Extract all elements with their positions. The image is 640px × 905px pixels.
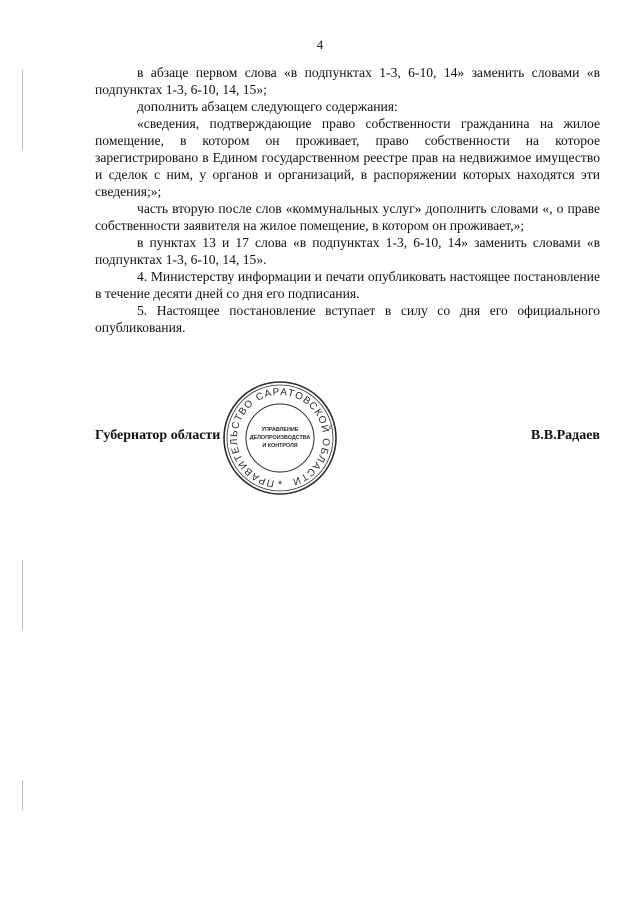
seal-center-line: И КОНТРОЛЯ [262, 443, 298, 449]
official-seal [220, 378, 340, 496]
seal-ring-text: ПРАВИТЕЛЬСТВО САРАТОВСКОЙ ОБЛАСТИ [228, 386, 332, 489]
paragraph: 4. Министерству информации и печати опубликовать настоящее постановление в течение десяти дней со дня его подписания. [95, 269, 600, 301]
document-body [95, 64, 600, 336]
paragraph: дополнить абзацем следующего содержания: [137, 99, 398, 114]
scan-margin-mark [22, 560, 23, 630]
paragraph: в абзаце первом слова «в подпунктах 1-3, 6-10, 14» заменить словами «в подпунктах 1-3, 6-10, 14, 15»; [95, 65, 600, 97]
paragraph: часть вторую после слов «коммунальных услуг» дополнить словами «, о праве собственности заявителя на жилое помещение, в котором он проживает,»; [95, 201, 600, 233]
signature-block [95, 428, 600, 450]
page-number: 4 [316, 37, 324, 52]
scan-margin-mark [22, 70, 23, 150]
signer-title: Губернатор области [95, 428, 221, 443]
signer-name: В.В.Радаев [530, 428, 600, 443]
paragraph: в пунктах 13 и 17 слова «в подпунктах 1-3, 6-10, 14» заменить словами «в подпунктах 1-3, 6-10, 14, 15». [95, 235, 600, 267]
seal-star: * [277, 479, 283, 491]
seal-center-line: ДЕЛОПРОИЗВОДСТВА [249, 435, 311, 441]
seal-icon [220, 378, 340, 496]
paragraph: «сведения, подтверждающие право собственности гражданина на жилое помещение, в котором он проживает, право собственности на которое зарегистрировано в Едином государственном реестре прав на недвижимое имущество и сделок с ним, у органов и организаций, в распоряжении которых находятся эти сведения;»; [95, 116, 600, 199]
paragraph: 5. Настоящее постановление вступает в силу со дня его официального опубликования. [95, 303, 600, 335]
seal-center-line: УПРАВЛЕНИЕ [261, 427, 299, 433]
scan-margin-mark [22, 780, 23, 810]
